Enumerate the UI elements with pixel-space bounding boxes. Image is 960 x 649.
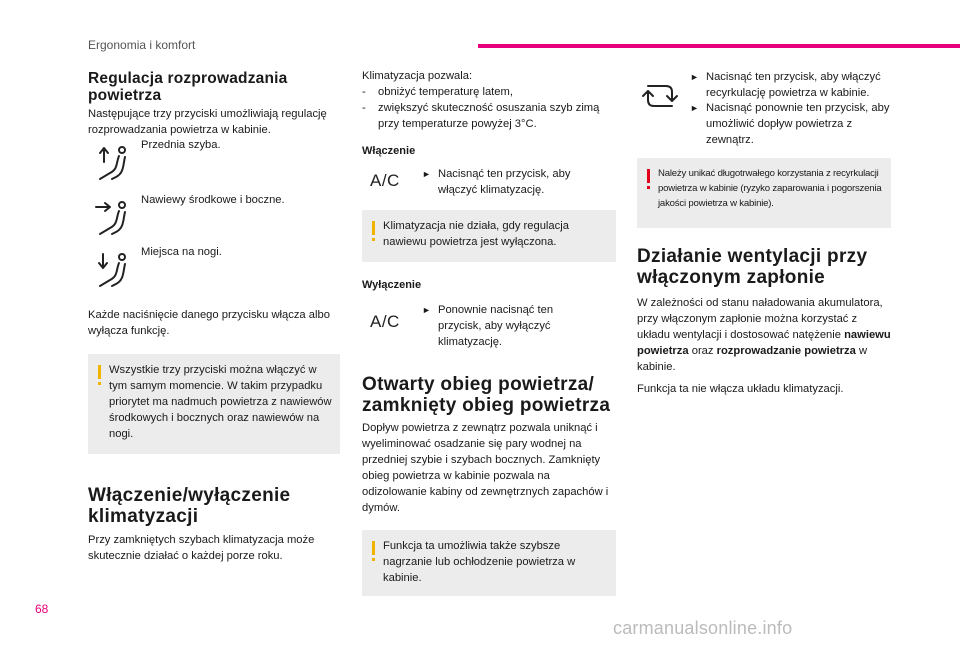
recirculation-text: Dopływ powietrza z zewnątrz pozwala uniknąć i wyeliminować osadzanie się pary wodnej na przedniej szybie i szybach bocznych. Zamknięty obieg powietrza w kabinie pozwala na odizolowanie kabiny od zewnętrznych zapachów i dymów.: [362, 422, 609, 514]
info-box: [362, 210, 616, 262]
list-item: - obniżyć temperaturę latem,: [362, 86, 513, 98]
instruction-text: Nacisnąć ten przycisk, aby włączyć recyrkulację powietrza w kabinie.: [706, 71, 881, 99]
section-title: Ergonomia i komfort: [88, 38, 196, 52]
arrow-bullet-icon: ►: [422, 305, 431, 315]
arrow-bullet-icon: ►: [690, 72, 699, 82]
on-subheading: Włączenie: [362, 145, 416, 157]
arrow-bullet-icon: ►: [422, 169, 431, 179]
airflow-option-label: Miejsca na nogi.: [141, 246, 222, 258]
recirc-off-instruction: [690, 100, 890, 148]
page-number: 68: [35, 602, 49, 616]
arrow-bullet-icon: ►: [690, 103, 699, 113]
bold-term: nawiewu powietrza: [637, 329, 891, 357]
list-item-text: obniżyć temperaturę latem,: [378, 86, 513, 98]
airflow-intro: Następujące trzy przyciski umożliwiają regulację rozprowadzania powietrza w kabinie.: [88, 108, 327, 136]
warning-icon: [647, 169, 650, 183]
info-icon: [98, 365, 101, 379]
recirculation-icon: [640, 78, 680, 114]
info-text: Funkcja ta umożliwia także szybsze nagrzanie lub ochłodzenie powietrza w kabinie.: [383, 540, 576, 584]
list-item: - zwiększyć skuteczność osuszania szyb zimą przy temperaturze powyżej 3°C.: [362, 100, 607, 132]
airflow-option-label: Przednia szyba.: [141, 139, 221, 151]
airflow-option-label: Nawiewy środkowe i boczne.: [141, 194, 285, 206]
recirc-on-instruction: [690, 69, 890, 101]
watermark: carmanualsonline.info: [613, 618, 793, 638]
recirculation-heading: Otwarty obieg powietrza/ zamknięty obieg powietrza: [362, 374, 611, 416]
header-accent-bar: [478, 44, 960, 48]
instruction-text: Nacisnąć ten przycisk, aby włączyć klimatyzację.: [438, 168, 571, 196]
airflow-feet-icon: [92, 250, 134, 290]
ventilation-text: [637, 295, 892, 375]
instruction-text: Ponownie nacisnąć ten przycisk, aby wyłączyć klimatyzację.: [438, 304, 554, 348]
toggle-note: Każde naciśnięcie danego przycisku włącza albo wyłącza funkcję.: [88, 309, 330, 337]
warning-text: Należy unikać długotrwałego korzystania z recyrkulacji powietrza w kabinie (ryzyko zaparowania i pogorszenia jakości powietrza w kabinie).: [658, 168, 882, 209]
text-fragment: w kabinie.: [637, 345, 868, 373]
ac-button-icon: A/C: [370, 171, 400, 190]
off-subheading: Wyłączenie: [362, 279, 422, 291]
info-box: [362, 530, 616, 596]
bold-term: rozprowadzanie powietrza: [716, 345, 856, 357]
ac-benefits-intro: Klimatyzacja pozwala:: [362, 70, 473, 82]
text-fragment: W zależności od stanu naładowania akumulatora, przy włączonym zapłonie można korzystać z układu wentylacji i dostosować natężenie: [637, 297, 883, 341]
on-instruction: [422, 166, 592, 198]
ac-button-icon: A/C: [370, 312, 400, 331]
airflow-face-icon: [92, 198, 134, 238]
info-icon: [372, 541, 375, 555]
text-fragment: oraz: [688, 345, 717, 357]
info-text: Wszystkie trzy przyciski można włączyć w tym samym momencie. W takim przypadku priorytet ma nadmuch powietrza z nawiewów środkowych i bocznych oraz nawiewów na nogi.: [109, 364, 332, 440]
ventilation-heading: Działanie wentylacji przy włączonym zapłonie: [637, 246, 868, 288]
info-icon: [372, 221, 375, 235]
ac-intro: Przy zamkniętych szybach klimatyzacja może skutecznie działać o każdej porze roku.: [88, 534, 315, 562]
warning-box: [637, 158, 891, 228]
ac-onoff-heading: Włączenie/wyłączenie klimatyzacji: [88, 485, 291, 527]
airflow-windscreen-icon: [92, 143, 134, 183]
list-item-text: zwiększyć skuteczność osuszania szyb zimą przy temperaturze powyżej 3°C.: [378, 102, 600, 130]
info-box: [88, 354, 340, 454]
instruction-text: Nacisnąć ponownie ten przycisk, aby umożliwić dopływ powietrza z zewnątrz.: [706, 102, 890, 146]
info-text: Klimatyzacja nie działa, gdy regulacja nawiewu powietrza jest wyłączona.: [383, 220, 569, 248]
off-instruction: [422, 302, 582, 350]
airflow-distribution-heading: Regulacja rozprowadzania powietrza: [88, 70, 288, 104]
ventilation-note: Funkcja ta nie włącza układu klimatyzacji.: [637, 383, 844, 395]
